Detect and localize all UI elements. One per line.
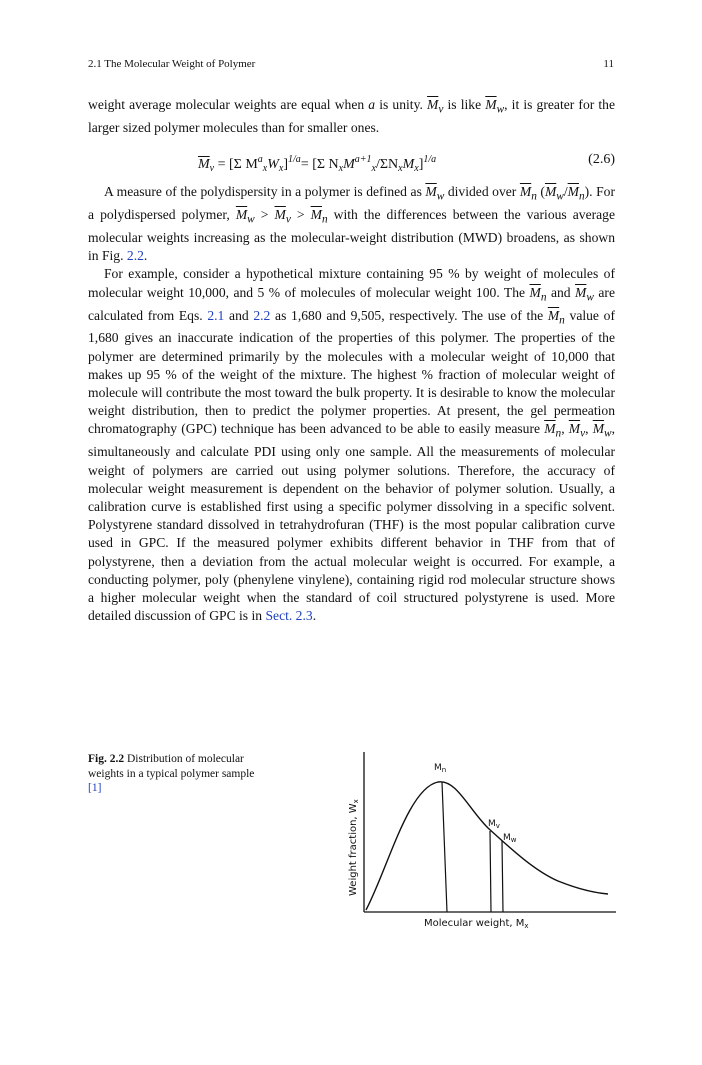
caption-text: Distribution of molecular weights in a typical polymer sample [88, 753, 255, 780]
symbol-mv: $\overline{M}$ [427, 97, 439, 112]
mv-line [490, 831, 491, 912]
x-axis-label: Molecular weight, $M_x$ [424, 918, 529, 930]
reference-link[interactable]: [1] [88, 782, 102, 794]
figure-caption [88, 752, 268, 796]
distribution-curve [366, 782, 608, 910]
section-link-2-3[interactable]: Sect. 2.3 [265, 608, 313, 624]
paragraph-example: For example, consider a hypothetical mixture containing 95 % by weight of molecules of molecular weight 10,000, and 5 % of molecules of molecular weight 100. The $\overline{M}_n$ and $\overline{M}_w$ are calculated from Eqs. 2.1 and 2.2 as 1,680 and 9,505, respectively. The use of the $\overline{M}_n$ value of 1,680 gives an inaccurate indication of the properties of this polymer. The properties of the polymer are determined primarily by the molecules with a molecular weight of 10,000 that makes up 95 % of the weight of the mixture. The highest % fraction of molecular weight of molecule will contribute the most toward the bulk property. It is desirable to know the molecular weight distribution, then to predict the polymer properties. At present, the gel permeation chromatography (GPC) technique has been advanced to be able to easily measure $\overline{M}_n$, $\overline{M}_v$, $\overline{M}_w$, simultaneously and calculate PDI using only one sample. All the measurements of molecular weight of polymers are carried out using polymer solutions. Therefore, the accuracy of molecular weight measurement is dependent on the behavior of polymer solution. Usually, a calibration curve is established first using a specific polymer dissolving in a specific solvent. Polystyrene standard dissolved in tetrahydrofuran (THF) is the most popular calibration curve used in GPC. If the measured polymer exhibits different behavior in THF from that of polystyrene, then a deviation from the actual molecular weight is occurred. For example, a conducting polymer, poly (phenylene vinylene), containing rigid rod molecular structure shows a higher molecular weight when the standard of coil structured polystyrene is used. More detailed discussion of GPC is in Sect. 2.3. [88, 266, 616, 624]
mn-line [442, 782, 447, 912]
equation-link-2-2[interactable]: 2.2 [253, 307, 271, 323]
mwd-diagram [328, 748, 618, 938]
mn-label: $M_n$ [434, 763, 447, 774]
figure-link-2-2[interactable]: 2.2 [126, 248, 144, 264]
y-axis-label: Weight fraction, $W_x$ [348, 799, 360, 896]
equation-number: (2.6) [588, 152, 615, 168]
equation-link-2-1[interactable]: 2.1 [207, 307, 225, 323]
mwd-figure [328, 748, 618, 938]
equation-2-6 [88, 143, 615, 177]
mw-label: $M_w$ [503, 833, 517, 844]
paragraph-intro: weight average molecular weights are equal when a is unity. $\overline{M}_v$ is like $\overline{M}_w$, it is greater for the larger sized polymer molecules than for smaller ones. [88, 97, 616, 135]
body-text [88, 96, 615, 625]
mw-line [502, 841, 503, 912]
equation-formula: $\overline{M}_v = [\Sigma$ $M^a_xW_x]^{1/a}= [\Sigma$ $N_xM^{a+1}_x/\Sigma N_xM_x]^{1/a}$ [198, 154, 437, 175]
mv-label: $M_v$ [488, 819, 500, 830]
page-header [88, 58, 614, 74]
symbol-mw: $\overline{M}$ [485, 97, 497, 112]
figure-label: Fig. 2.2 [88, 753, 125, 765]
page-number: 11 [603, 58, 614, 70]
paragraph-polydispersity: A measure of the polydispersity in a polymer is defined as $\overline{M}_w$ divided over $\overline{M}_n$ $(\overline{M}_w/\overline{M}_n)$. For a polydispersed polymer, $\overline{M}_w > \overline{M}_v > \overline{M}_n$ with the differences between the various average molecular weights increasing as the molecular-weight distribution (MWD) broadens, as shown in Fig. 2.2. [88, 184, 616, 264]
running-head: 2.1 The Molecular Weight of Polymer [88, 58, 256, 70]
